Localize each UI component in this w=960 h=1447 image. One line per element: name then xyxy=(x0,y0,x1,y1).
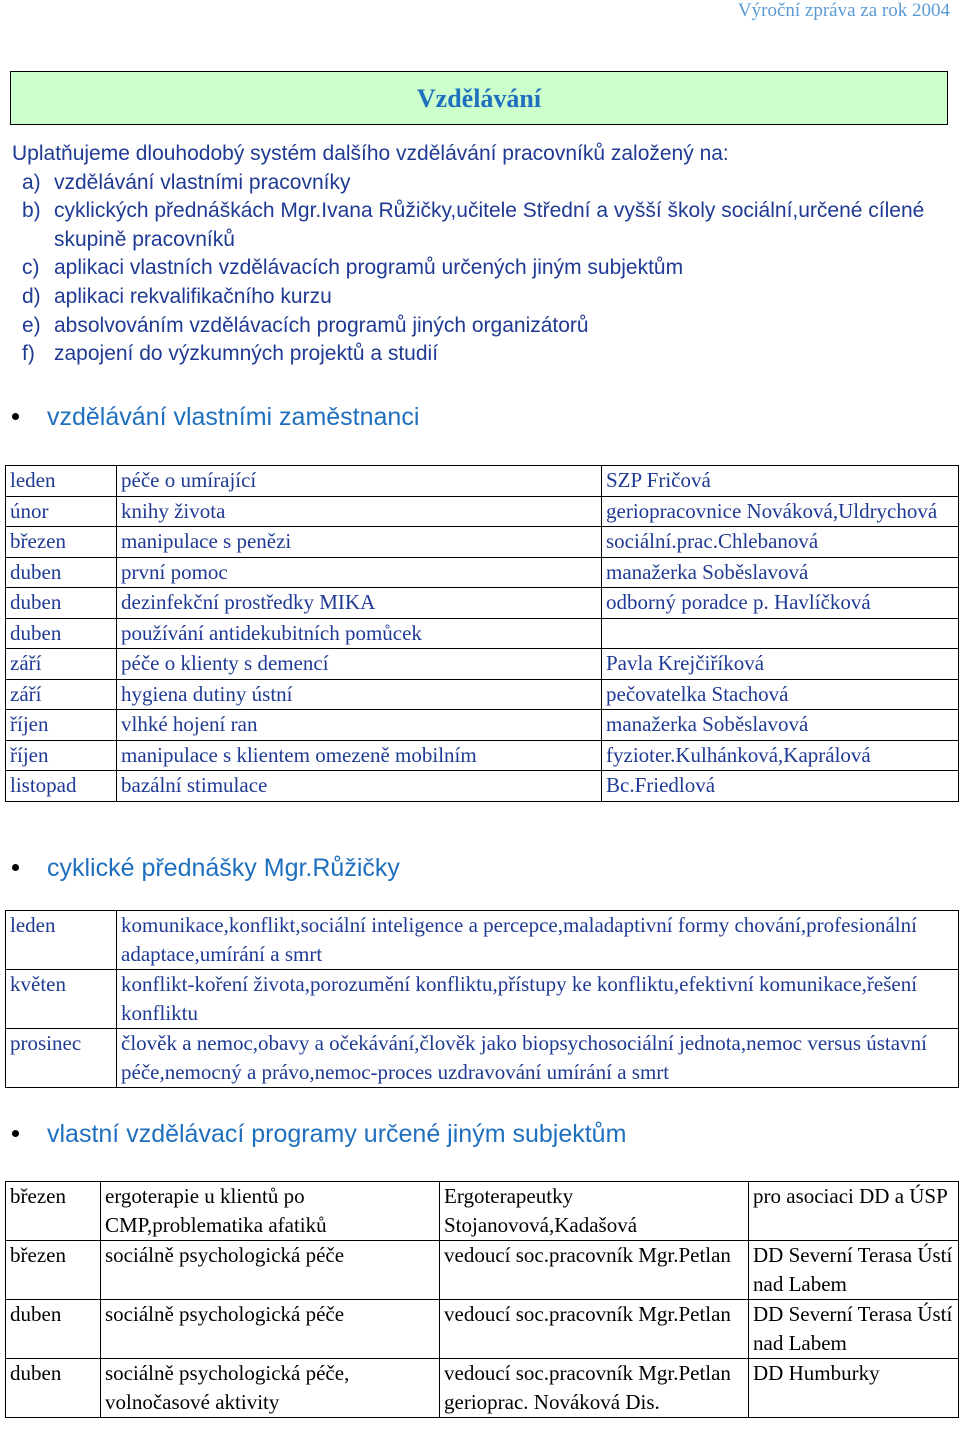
table-cell: září xyxy=(6,649,117,680)
table-cell: dezinfekční prostředky MIKA xyxy=(117,588,602,619)
table-cell: hygiena dutiny ústní xyxy=(117,679,602,710)
table-row xyxy=(6,527,959,558)
table-cell: péče o klienty s demencí xyxy=(117,649,602,680)
table-cell: DD Severní Terasa Ústí nad Labem xyxy=(749,1241,959,1300)
table-cell: listopad xyxy=(6,771,117,802)
table-row xyxy=(6,496,959,527)
section-heading-external xyxy=(12,1120,626,1149)
table-cell: duben xyxy=(6,618,117,649)
list-item-text: aplikaci vlastních vzdělávacích programů určených jiným subjektům xyxy=(54,256,684,280)
list-marker: f) xyxy=(22,342,35,366)
table-cell: konflikt-koření života,porozumění konfliktu,přístupy ke konfliktu,efektivní komunikace,řešení konfliktu xyxy=(117,970,959,1029)
table-cell: manipulace s klientem omezeně mobilním xyxy=(117,740,602,771)
table-row xyxy=(6,1359,959,1418)
table-cell: únor xyxy=(6,496,117,527)
intro xyxy=(12,140,952,369)
table-cell: sociálně psychologická péče xyxy=(101,1241,440,1300)
table-cell: leden xyxy=(6,911,117,970)
list-item xyxy=(12,312,952,341)
table-cell: duben xyxy=(6,1359,101,1418)
external-programs-table xyxy=(5,1181,959,1418)
table-cell: květen xyxy=(6,970,117,1029)
table-cell: leden xyxy=(6,466,117,497)
bullet-icon xyxy=(12,413,19,420)
table-cell: DD Humburky xyxy=(749,1359,959,1418)
table-cell: duben xyxy=(6,588,117,619)
table-cell: prosinec xyxy=(6,1029,117,1088)
lectures-table xyxy=(5,910,959,1088)
table-cell: vedoucí soc.pracovník Mgr.Petlan gerioprac. Nováková Dis. xyxy=(440,1359,749,1418)
table-row xyxy=(6,557,959,588)
intro-lead: Uplatňujeme dlouhodobý systém dalšího vzdělávání pracovníků založený na: xyxy=(12,142,729,165)
running-header: Výroční zpráva za rok 2004 xyxy=(737,0,950,21)
internal-training-table xyxy=(5,465,959,802)
section-heading-internal xyxy=(12,403,419,432)
list-item-text: cyklických přednáškách Mgr.Ivana Růžičky,učitele Střední a vyšší školy sociální,určené cílené skupině pracovníků xyxy=(54,199,925,251)
table-row xyxy=(6,466,959,497)
table-cell: duben xyxy=(6,557,117,588)
section-heading-text: vlastní vzdělávací programy určené jiným subjektům xyxy=(47,1120,627,1148)
list-item xyxy=(12,254,952,283)
list-marker: b) xyxy=(22,199,41,223)
table-cell: říjen xyxy=(6,710,117,741)
table-row xyxy=(6,771,959,802)
page-title: Vzdělávání xyxy=(416,84,542,113)
table-cell: září xyxy=(6,679,117,710)
table-cell: fyzioter.Kulhánková,Kaprálová xyxy=(602,740,959,771)
section-heading-lectures xyxy=(12,854,400,883)
table-row xyxy=(6,911,959,970)
table-cell: sociálně psychologická péče xyxy=(101,1300,440,1359)
table-row xyxy=(6,1182,959,1241)
table-row xyxy=(6,679,959,710)
list-marker: d) xyxy=(22,284,41,308)
list-item xyxy=(12,197,952,254)
table-cell: Bc.Friedlová xyxy=(602,771,959,802)
section-heading-text: cyklické přednášky Mgr.Růžičky xyxy=(47,854,400,882)
section-heading-text: vzdělávání vlastními zaměstnanci xyxy=(47,403,420,431)
table-cell: sociálně psychologická péče, volnočasové aktivity xyxy=(101,1359,440,1418)
table-row xyxy=(6,740,959,771)
table-cell: bazální stimulace xyxy=(117,771,602,802)
table-cell: komunikace,konflikt,sociální inteligence a percepce,maladaptivní formy chování,profesionální adaptace,umírání a smrt xyxy=(117,911,959,970)
list-marker: a) xyxy=(22,170,41,194)
table-cell: knihy života xyxy=(117,496,602,527)
list-item-text: aplikaci rekvalifikačního kurzu xyxy=(54,284,332,308)
table-cell: manipulace s penězi xyxy=(117,527,602,558)
list-item xyxy=(12,283,952,312)
table-cell: ergoterapie u klientů po CMP,problematika afatiků xyxy=(101,1182,440,1241)
table-row xyxy=(6,588,959,619)
table-cell: DD Severní Terasa Ústí nad Labem xyxy=(749,1300,959,1359)
list-item-text: absolvováním vzdělávacích programů jiných organizátorů xyxy=(54,313,589,337)
table-cell: březen xyxy=(6,1241,101,1300)
table-cell: manažerka Soběslavová xyxy=(602,710,959,741)
table-cell: Pavla Krejčiříková xyxy=(602,649,959,680)
table-cell: sociální.prac.Chlebanová xyxy=(602,527,959,558)
table-cell: odborný poradce p. Havlíčková xyxy=(602,588,959,619)
table-cell: vlhké hojení ran xyxy=(117,710,602,741)
table-row xyxy=(6,649,959,680)
table-cell: pečovatelka Stachová xyxy=(602,679,959,710)
table-cell: člověk a nemoc,obavy a očekávání,člověk jako biopsychosociální jednota,nemoc versus ústavní péče,nemocný a právo,nemoc-proces uzdravování umírání a smrt xyxy=(117,1029,959,1088)
table-cell: používání antidekubitních pomůcek xyxy=(117,618,602,649)
list-item-text: vzdělávání vlastními pracovníky xyxy=(54,170,351,194)
table-cell: Ergoterapeutky Stojanovová,Kadašová xyxy=(440,1182,749,1241)
table-cell: péče o umírající xyxy=(117,466,602,497)
table-cell: geriopracovnice Nováková,Uldrychová xyxy=(602,496,959,527)
list-marker: c) xyxy=(22,256,40,280)
table-cell: vedoucí soc.pracovník Mgr.Petlan xyxy=(440,1241,749,1300)
table-row xyxy=(6,1029,959,1088)
table-cell: březen xyxy=(6,527,117,558)
table-cell: vedoucí soc.pracovník Mgr.Petlan xyxy=(440,1300,749,1359)
table-cell: první pomoc xyxy=(117,557,602,588)
table-cell: duben xyxy=(6,1300,101,1359)
table-row xyxy=(6,970,959,1029)
table-cell: SZP Fričová xyxy=(602,466,959,497)
table-cell: říjen xyxy=(6,740,117,771)
bullet-icon xyxy=(12,864,19,871)
table-cell: manažerka Soběslavová xyxy=(602,557,959,588)
table-cell: březen xyxy=(6,1182,101,1241)
title-box xyxy=(10,71,948,125)
table-row xyxy=(6,710,959,741)
list-marker: e) xyxy=(22,313,41,337)
bullet-icon xyxy=(12,1130,19,1137)
table-row xyxy=(6,1300,959,1359)
list-item xyxy=(12,340,952,369)
list-item-text: zapojení do výzkumných projektů a studií xyxy=(54,342,439,366)
list-item xyxy=(12,169,952,198)
intro-list xyxy=(12,169,952,369)
table-cell xyxy=(602,618,959,649)
table-cell: pro asociaci DD a ÚSP xyxy=(749,1182,959,1241)
table-row xyxy=(6,1241,959,1300)
table-row xyxy=(6,618,959,649)
